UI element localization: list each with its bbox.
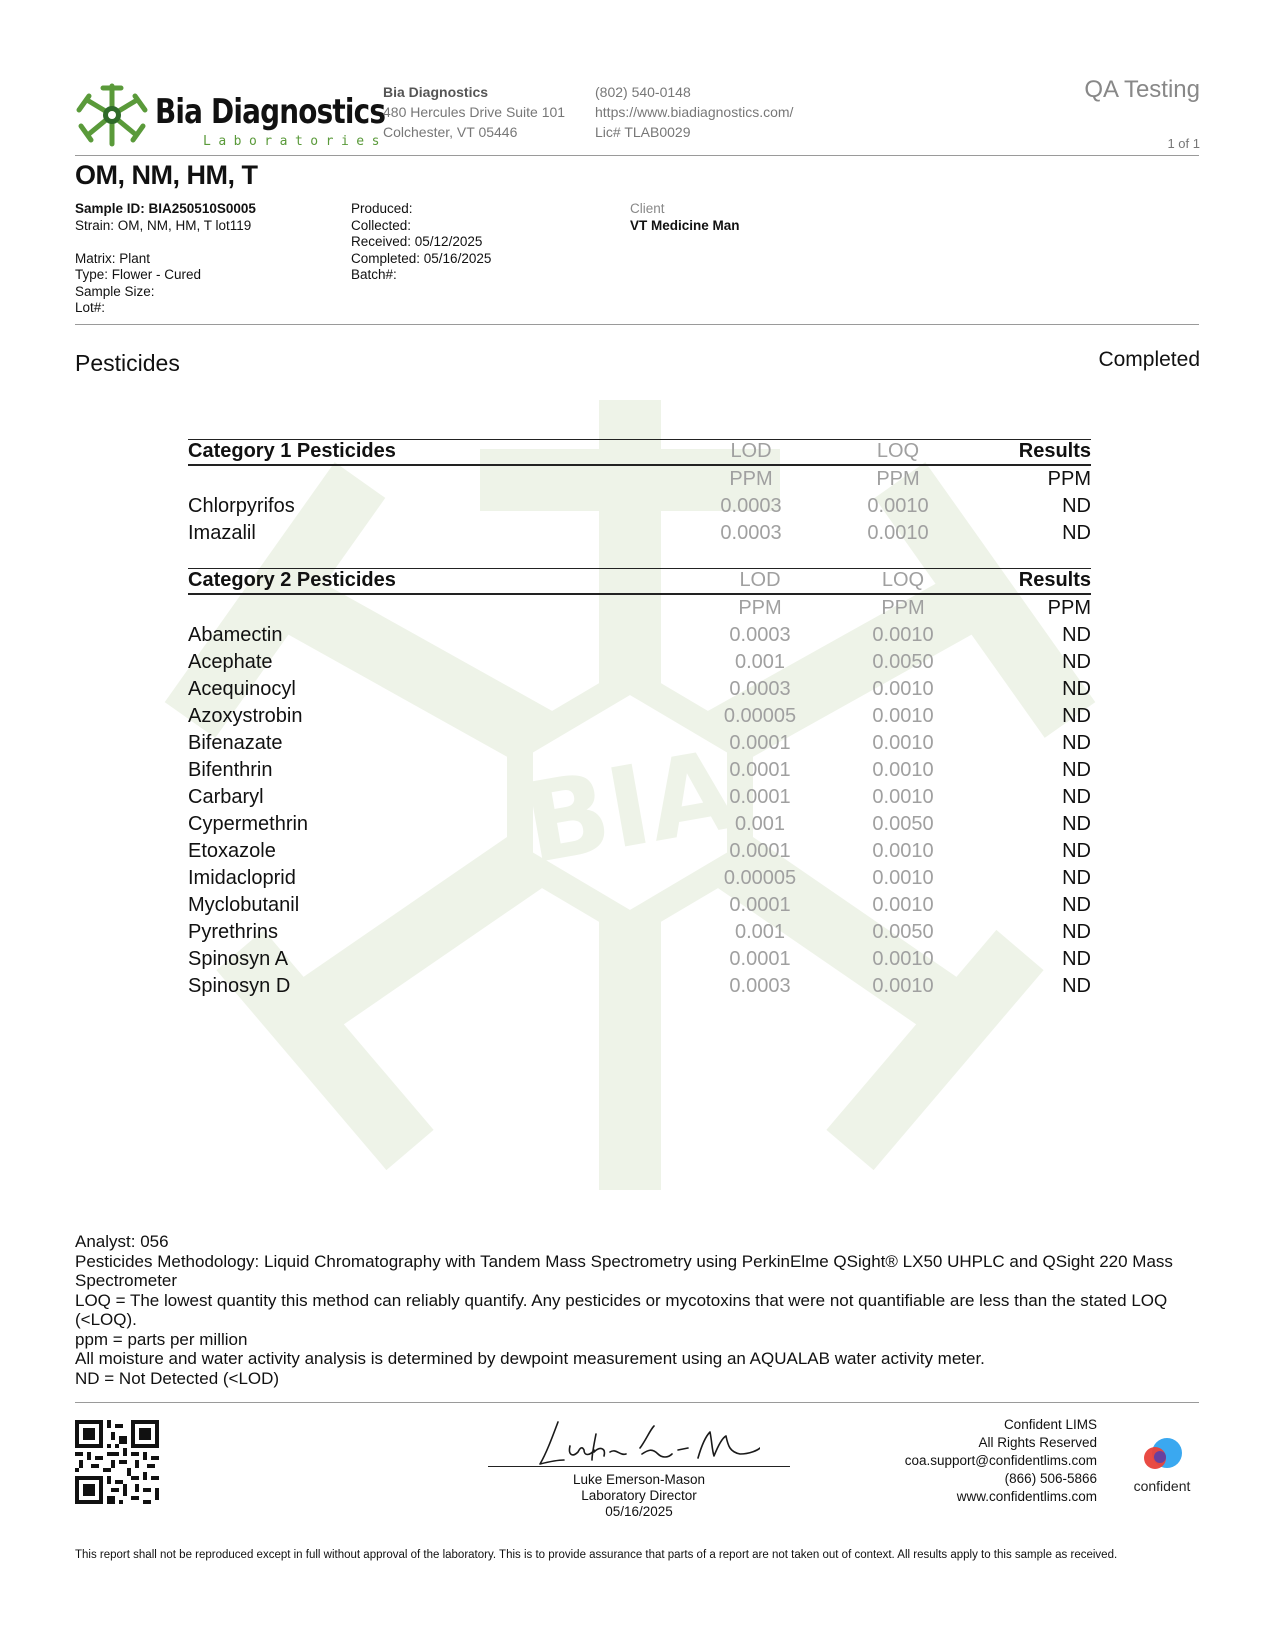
unit-lod: PPM: [738, 597, 782, 619]
loq-value: 0.0010: [872, 759, 934, 781]
table-row: [188, 757, 1091, 784]
director-signature: [530, 1410, 760, 1472]
analyte-name: Imazalil: [188, 522, 256, 544]
loq-value: 0.0010: [872, 732, 934, 754]
table-row: [188, 838, 1091, 865]
result-value: ND: [1062, 975, 1091, 997]
analyte-name: Abamectin: [188, 624, 283, 646]
loq-value: 0.0010: [867, 495, 929, 517]
analyte-name: Bifenthrin: [188, 759, 273, 781]
signature-date: 05/16/2025: [605, 1504, 673, 1519]
result-value: ND: [1062, 867, 1091, 889]
lab-license: Lic# TLAB0029: [595, 124, 691, 140]
loq-value: 0.0050: [872, 921, 934, 943]
col-results-header: Results: [1018, 440, 1091, 462]
signature-line: [488, 1466, 790, 1467]
table-category: Category 1 Pesticides: [188, 440, 396, 462]
lab-address: [383, 82, 565, 142]
table-row: [188, 730, 1091, 757]
sample-completed: Completed: 05/16/2025: [351, 250, 492, 266]
disclaimer: This report shall not be reproduced except in full without approval of the laboratory. This is to provide assurance that parts of a report are not taken out of context. All results apply to this sample as received.: [75, 1549, 1118, 1561]
col-loq-header: LOQ: [876, 440, 920, 462]
loq-value: 0.0010: [872, 867, 934, 889]
watermark-text: BIA: [515, 725, 744, 889]
lod-value: 0.0001: [729, 786, 791, 808]
result-value: ND: [1062, 786, 1091, 808]
sample-info: [75, 201, 256, 317]
lod-value: 0.0003: [729, 678, 791, 700]
director-name: Luke Emerson-Mason: [572, 1472, 706, 1487]
lod-value: 0.00005: [723, 705, 797, 727]
table-row: [188, 622, 1091, 649]
header-divider: [75, 155, 1199, 156]
result-value: ND: [1062, 894, 1091, 916]
table-row: [188, 649, 1091, 676]
logo-subtitle: Laboratories: [203, 134, 387, 149]
method-notes: [75, 1232, 1205, 1388]
lod-value: 0.0001: [729, 894, 791, 916]
result-value: ND: [1062, 678, 1091, 700]
unit-results: PPM: [1047, 597, 1091, 619]
result-value: ND: [1062, 705, 1091, 727]
results-table-category-1: [188, 439, 1091, 547]
analyte-name: Spinosyn D: [188, 975, 291, 997]
table-header: [188, 439, 1091, 466]
sample-type: Type: Flower - Cured: [75, 267, 202, 282]
table-category: Category 2 Pesticides: [188, 569, 396, 591]
table-row: [188, 493, 1091, 520]
loq-value: 0.0010: [872, 678, 934, 700]
confident-email[interactable]: coa.support@confidentlims.com: [904, 1453, 1097, 1468]
unit-results: PPM: [1047, 468, 1091, 490]
sample-lot: Lot#:: [75, 300, 106, 315]
unit-loq: PPM: [881, 597, 925, 619]
confident-line1: Confident LIMS: [1003, 1417, 1097, 1432]
lab-address-line2: Colchester, VT 05446: [383, 124, 518, 140]
lab-website[interactable]: https://www.biadiagnostics.com/: [595, 104, 794, 120]
lod-value: 0.0003: [729, 624, 791, 646]
col-lod-header: LOD: [739, 569, 781, 591]
loq-value: 0.0010: [872, 624, 934, 646]
analyte-name: Cypermethrin: [188, 813, 309, 835]
lod-value: 0.001: [734, 921, 786, 943]
section-status: Completed: [1098, 348, 1200, 371]
analyte-name: Acephate: [188, 651, 273, 673]
sample-id: BIA250510S0005: [148, 201, 256, 216]
lab-contact: [595, 82, 793, 142]
confident-logo-icon: [1127, 1436, 1197, 1476]
lod-value: 0.0001: [729, 840, 791, 862]
result-value: ND: [1062, 495, 1091, 517]
sample-size: Sample Size:: [75, 283, 155, 299]
logo-name: Bia Diagnostics: [155, 92, 386, 132]
methodology: Pesticides Methodology: Liquid Chromatography with Tandem Mass Spectrometry using PerkinElme QSight® LX50 UHPLC and QSight 220 Mass Spectrometer: [75, 1251, 1173, 1290]
confident-logo-word: confident: [1133, 1478, 1191, 1494]
client-name: VT Medicine Man: [630, 217, 740, 233]
loq-note: LOQ = The lowest quantity this method can reliably quantify. Any pesticides or mycotoxins that were not quantifiable are less than the stated LOQ (<LOQ).: [75, 1290, 1168, 1329]
report-title: OM, NM, HM, T: [75, 160, 258, 190]
table-row: [188, 919, 1091, 946]
result-value: ND: [1062, 921, 1091, 943]
lod-value: 0.0001: [729, 732, 791, 754]
lod-value: 0.001: [734, 651, 786, 673]
lod-value: 0.001: [734, 813, 786, 835]
table-row: [188, 973, 1091, 1000]
confident-lims-info: [905, 1416, 1097, 1506]
sample-strain: Strain: OM, NM, HM, T lot119: [75, 217, 252, 233]
page-number: 1 of 1: [1167, 136, 1200, 151]
confident-line2: All Rights Reserved: [978, 1435, 1097, 1450]
unit-lod: PPM: [729, 468, 773, 490]
sample-produced: Produced:: [351, 201, 413, 216]
sample-collected: Collected:: [351, 217, 412, 233]
lab-name: Bia Diagnostics: [383, 84, 489, 100]
loq-value: 0.0010: [872, 975, 934, 997]
analyte-name: Azoxystrobin: [188, 705, 303, 727]
loq-value: 0.0010: [872, 786, 934, 808]
analyte-name: Bifenazate: [188, 732, 283, 754]
confident-logo: [1127, 1436, 1197, 1498]
sample-divider: [75, 324, 1199, 325]
qa-testing-label: QA Testing: [1084, 76, 1200, 103]
loq-value: 0.0010: [872, 840, 934, 862]
moisture-note: All moisture and water activity analysis is determined by dewpoint measurement using an AQUALAB water activity meter.: [75, 1349, 985, 1368]
analyte-name: Imidacloprid: [188, 867, 296, 889]
lab-phone: (802) 540-0148: [595, 84, 691, 100]
table-row: [188, 865, 1091, 892]
lod-value: 0.0001: [729, 759, 791, 781]
analyst: Analyst: 056: [75, 1232, 169, 1251]
sample-batch: Batch#:: [351, 267, 397, 282]
result-value: ND: [1062, 840, 1091, 862]
analyte-name: Myclobutanil: [188, 894, 300, 916]
loq-value: 0.0010: [872, 894, 934, 916]
loq-value: 0.0010: [872, 705, 934, 727]
result-value: ND: [1062, 948, 1091, 970]
table-header: [188, 568, 1091, 595]
lod-value: 0.0001: [729, 948, 791, 970]
client-label: Client: [630, 201, 665, 216]
lab-logo: [75, 78, 387, 154]
ppm-note: ppm = parts per million: [75, 1329, 248, 1349]
col-results-header: Results: [1018, 569, 1091, 591]
confident-phone: (866) 506-5866: [1004, 1471, 1097, 1486]
bia-molecule-logo-icon: [75, 80, 149, 150]
analyte-name: Etoxazole: [188, 840, 276, 862]
confident-web[interactable]: www.confidentlims.com: [956, 1489, 1097, 1504]
result-value: ND: [1062, 651, 1091, 673]
qr-code-icon[interactable]: [75, 1420, 159, 1504]
nd-note: ND = Not Detected (<LOD): [75, 1368, 280, 1388]
result-value: ND: [1062, 759, 1091, 781]
analyte-name: Spinosyn A: [188, 948, 289, 970]
col-lod-header: LOD: [730, 440, 772, 462]
unit-loq: PPM: [876, 468, 920, 490]
result-value: ND: [1062, 813, 1091, 835]
result-value: ND: [1062, 522, 1091, 544]
table-row: [188, 811, 1091, 838]
client-info: [630, 201, 740, 234]
table-row: [188, 703, 1091, 730]
sample-dates: [351, 201, 491, 284]
col-loq-header: LOQ: [881, 569, 925, 591]
result-value: ND: [1062, 732, 1091, 754]
loq-value: 0.0010: [867, 522, 929, 544]
loq-value: 0.0050: [872, 813, 934, 835]
table-row: [188, 520, 1091, 547]
sample-id-label: Sample ID:: [75, 201, 149, 216]
sample-matrix: Matrix: Plant: [75, 250, 151, 266]
units-row: [188, 595, 1091, 622]
director-title: Laboratory Director: [581, 1488, 697, 1503]
results-table-category-2: [188, 568, 1091, 1000]
table-row: [188, 784, 1091, 811]
signature-block: [488, 1472, 790, 1520]
lod-value: 0.00005: [723, 867, 797, 889]
table-row: [188, 892, 1091, 919]
analyte-name: Pyrethrins: [188, 921, 279, 943]
lod-value: 0.0003: [720, 495, 782, 517]
table-row: [188, 676, 1091, 703]
analyte-name: Chlorpyrifos: [188, 495, 295, 517]
analyte-name: Carbaryl: [188, 786, 264, 808]
lod-value: 0.0003: [720, 522, 782, 544]
result-value: ND: [1062, 624, 1091, 646]
section-title: Pesticides: [75, 350, 180, 376]
units-row: [188, 466, 1091, 493]
lod-value: 0.0003: [729, 975, 791, 997]
loq-value: 0.0050: [872, 651, 934, 673]
table-row: [188, 946, 1091, 973]
analyte-name: Acequinocyl: [188, 678, 296, 700]
sample-received: Received: 05/12/2025: [351, 234, 483, 249]
loq-value: 0.0010: [872, 948, 934, 970]
lab-address-line1: 480 Hercules Drive Suite 101: [383, 104, 566, 120]
footer-divider: [75, 1402, 1199, 1403]
